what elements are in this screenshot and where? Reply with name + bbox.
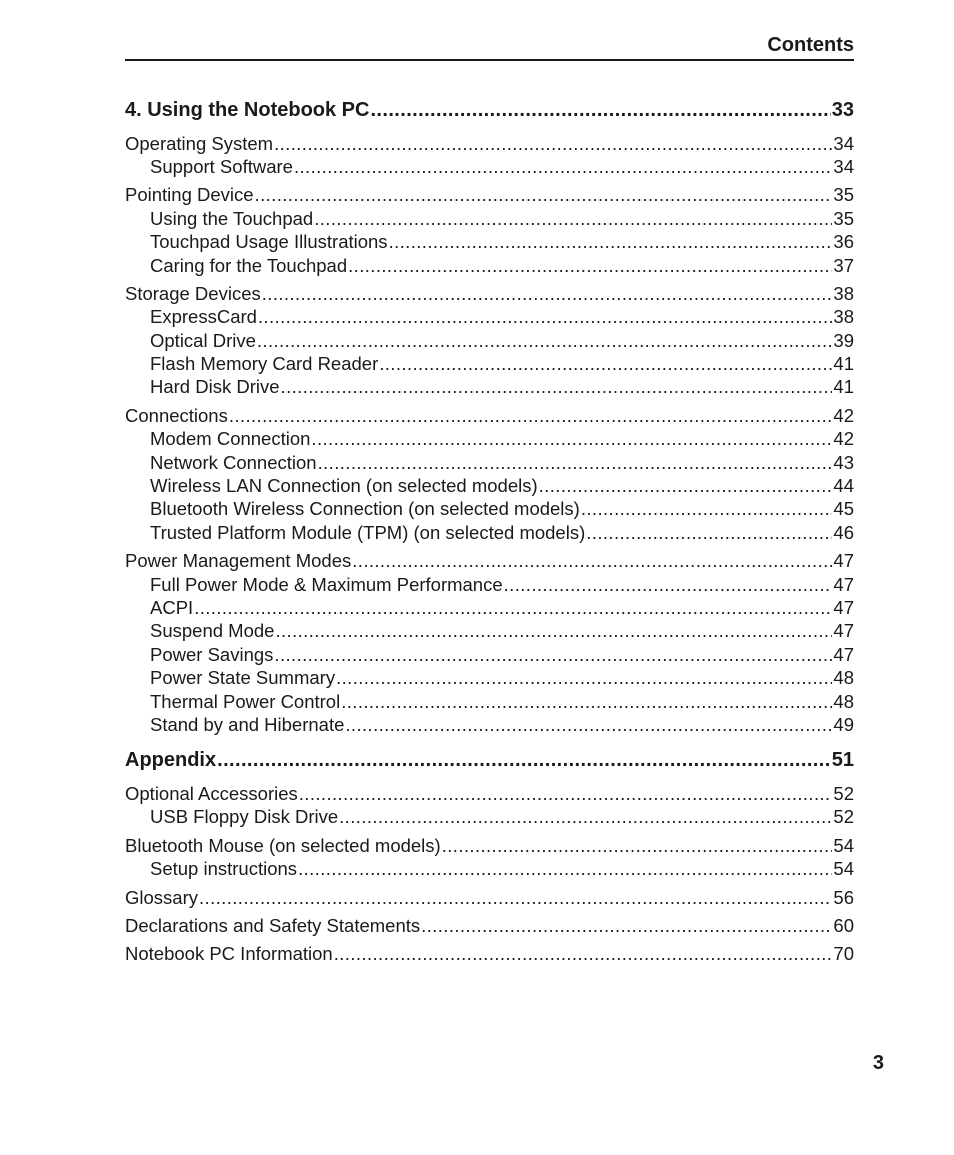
toc-entry[interactable] <box>150 475 854 497</box>
toc-entry-label: Caring for the Touchpad <box>150 255 348 276</box>
toc-entry[interactable] <box>125 184 854 206</box>
toc-entry[interactable] <box>125 783 854 805</box>
toc-entry[interactable] <box>125 915 854 937</box>
dot-leader <box>345 714 832 736</box>
toc-entry-page: 54 <box>833 858 854 879</box>
toc-entry[interactable] <box>150 498 854 520</box>
toc-entry[interactable] <box>125 405 854 427</box>
toc-entry-label: Touchpad Usage Illustrations <box>150 231 388 252</box>
dot-leader <box>257 330 833 352</box>
dot-leader <box>314 208 832 230</box>
toc-entry-label: Glossary <box>125 887 198 908</box>
dot-leader <box>217 747 831 773</box>
toc-entry[interactable] <box>150 231 854 253</box>
toc-entry[interactable] <box>150 428 854 450</box>
toc-entry[interactable] <box>150 353 854 375</box>
toc-entry-page: 47 <box>833 644 854 665</box>
dot-leader <box>339 806 832 828</box>
toc-entry-label: Trusted Platform Module (TPM) (on selected models) <box>150 522 586 543</box>
toc-entry-page: 70 <box>833 943 854 964</box>
toc-entry-label: Suspend Mode <box>150 620 275 641</box>
toc-entry-label: Full Power Mode & Maximum Performance <box>150 574 503 595</box>
toc-entry[interactable] <box>125 283 854 305</box>
toc-entry-label: Connections <box>125 405 228 426</box>
toc-entry-page: 47 <box>833 574 854 595</box>
header-rule <box>125 59 854 61</box>
toc-entry-page: 56 <box>833 887 854 908</box>
toc-entry[interactable] <box>125 97 854 123</box>
dot-leader <box>341 691 832 713</box>
toc-entry-label: Bluetooth Mouse (on selected models) <box>125 835 441 856</box>
toc-entry-label: Hard Disk Drive <box>150 376 280 397</box>
dot-leader <box>389 231 833 253</box>
toc-entry-page: 36 <box>833 231 854 252</box>
toc-entry-page: 44 <box>833 475 854 496</box>
page-number: 3 <box>872 1052 884 1074</box>
dot-leader <box>586 522 832 544</box>
toc-entry[interactable] <box>150 522 854 544</box>
toc-entry[interactable] <box>150 806 854 828</box>
toc-entry-page: 51 <box>831 749 854 771</box>
toc-entry[interactable] <box>150 691 854 713</box>
dot-leader <box>274 644 832 666</box>
toc-entry[interactable] <box>150 667 854 689</box>
toc-entry-label: Storage Devices <box>125 283 261 304</box>
toc-entry-page: 34 <box>833 133 854 154</box>
dot-leader <box>194 597 832 619</box>
toc-entry-page: 54 <box>833 835 854 856</box>
toc-entry-label: Stand by and Hibernate <box>150 714 345 735</box>
toc-entry[interactable] <box>150 620 854 642</box>
dot-leader <box>281 376 833 398</box>
toc-entry-label: Operating System <box>125 133 274 154</box>
toc-entry[interactable] <box>125 943 854 965</box>
toc-entry[interactable] <box>150 714 854 736</box>
toc-entry-label: Optical Drive <box>150 330 256 351</box>
toc-entry-page: 38 <box>833 306 854 327</box>
toc-entry-label: Declarations and Safety Statements <box>125 915 421 936</box>
dot-leader <box>199 887 832 909</box>
toc-entry[interactable] <box>150 255 854 277</box>
toc-entry-label: Using the Touchpad <box>150 208 314 229</box>
dot-leader <box>318 452 833 474</box>
toc-entry-page: 35 <box>833 184 854 205</box>
toc-entry-label: Support Software <box>150 156 293 177</box>
page-header-title: Contents <box>767 34 854 56</box>
toc-entry-label: Power Savings <box>150 644 274 665</box>
toc-entry[interactable] <box>125 747 854 773</box>
dot-leader <box>255 184 833 206</box>
dot-leader <box>229 405 833 427</box>
dot-leader <box>299 783 833 805</box>
toc-entry[interactable] <box>150 858 854 880</box>
toc-entry-page: 37 <box>833 255 854 276</box>
toc-entry-page: 52 <box>833 783 854 804</box>
dot-leader <box>262 283 833 305</box>
toc-entry-label: Pointing Device <box>125 184 254 205</box>
dot-leader <box>258 306 832 328</box>
dot-leader <box>336 667 832 689</box>
toc-entry-page: 42 <box>833 405 854 426</box>
toc-entry[interactable] <box>150 376 854 398</box>
dot-leader <box>370 97 830 123</box>
toc-entry-label: Notebook PC Information <box>125 943 333 964</box>
dot-leader <box>379 353 832 375</box>
toc-entry-page: 38 <box>833 283 854 304</box>
toc-entry[interactable] <box>125 133 854 155</box>
toc-entry[interactable] <box>150 208 854 230</box>
toc-entry-label: 4. Using the Notebook PC <box>125 99 370 121</box>
toc-entry-page: 47 <box>833 620 854 641</box>
toc-entry-label: Wireless LAN Connection (on selected models) <box>150 475 538 496</box>
dot-leader <box>274 133 832 155</box>
toc-entry-label: ExpressCard <box>150 306 257 327</box>
dot-leader <box>298 858 832 880</box>
toc-entry-label: Power Management Modes <box>125 550 352 571</box>
toc-entry-label: Optional Accessories <box>125 783 298 804</box>
toc-entry-label: Bluetooth Wireless Connection (on selected models) <box>150 498 580 519</box>
toc-entry[interactable] <box>150 330 854 352</box>
toc-entry-label: Thermal Power Control <box>150 691 341 712</box>
toc-entry[interactable] <box>125 550 854 572</box>
toc-entry-page: 42 <box>833 428 854 449</box>
dot-leader <box>442 835 833 857</box>
toc-entry-page: 45 <box>833 498 854 519</box>
dot-leader <box>539 475 833 497</box>
toc-entry-page: 41 <box>833 353 854 374</box>
toc-entry-page: 41 <box>833 376 854 397</box>
toc-entry[interactable] <box>125 835 854 857</box>
toc-entry[interactable] <box>125 887 854 909</box>
toc-entry-label: Setup instructions <box>150 858 298 879</box>
toc-entry[interactable] <box>150 306 854 328</box>
toc-entry-page: 48 <box>833 667 854 688</box>
toc-entry-label: Power State Summary <box>150 667 336 688</box>
dot-leader <box>352 550 832 572</box>
toc-entry-page: 47 <box>833 597 854 618</box>
toc-entry[interactable] <box>150 156 854 178</box>
dot-leader <box>275 620 832 642</box>
dot-leader <box>504 574 833 596</box>
toc-entry-page: 48 <box>833 691 854 712</box>
dot-leader <box>294 156 832 178</box>
dot-leader <box>581 498 833 520</box>
toc-entry-page: 49 <box>833 714 854 735</box>
toc-entry-page: 60 <box>833 915 854 936</box>
toc-entry[interactable] <box>150 597 854 619</box>
dot-leader <box>334 943 833 965</box>
toc-entry-page: 35 <box>833 208 854 229</box>
toc-entry-page: 46 <box>833 522 854 543</box>
toc-entry[interactable] <box>150 452 854 474</box>
toc-entry-page: 34 <box>833 156 854 177</box>
toc-entry-page: 39 <box>833 330 854 351</box>
dot-leader <box>311 428 832 450</box>
dot-leader <box>348 255 832 277</box>
dot-leader <box>421 915 832 937</box>
toc-entry-page: 43 <box>833 452 854 473</box>
toc-entry-page: 52 <box>833 806 854 827</box>
toc-entry-page: 33 <box>831 99 854 121</box>
toc-entry-label: ACPI <box>150 597 194 618</box>
toc-entry-page: 47 <box>833 550 854 571</box>
toc-entry[interactable] <box>150 644 854 666</box>
toc-entry-label: Flash Memory Card Reader <box>150 353 379 374</box>
toc-entry-label: Network Connection <box>150 452 317 473</box>
toc-entry-label: Appendix <box>125 749 217 771</box>
toc-entry-label: USB Floppy Disk Drive <box>150 806 339 827</box>
toc-entry[interactable] <box>150 574 854 596</box>
toc-entry-label: Modem Connection <box>150 428 311 449</box>
